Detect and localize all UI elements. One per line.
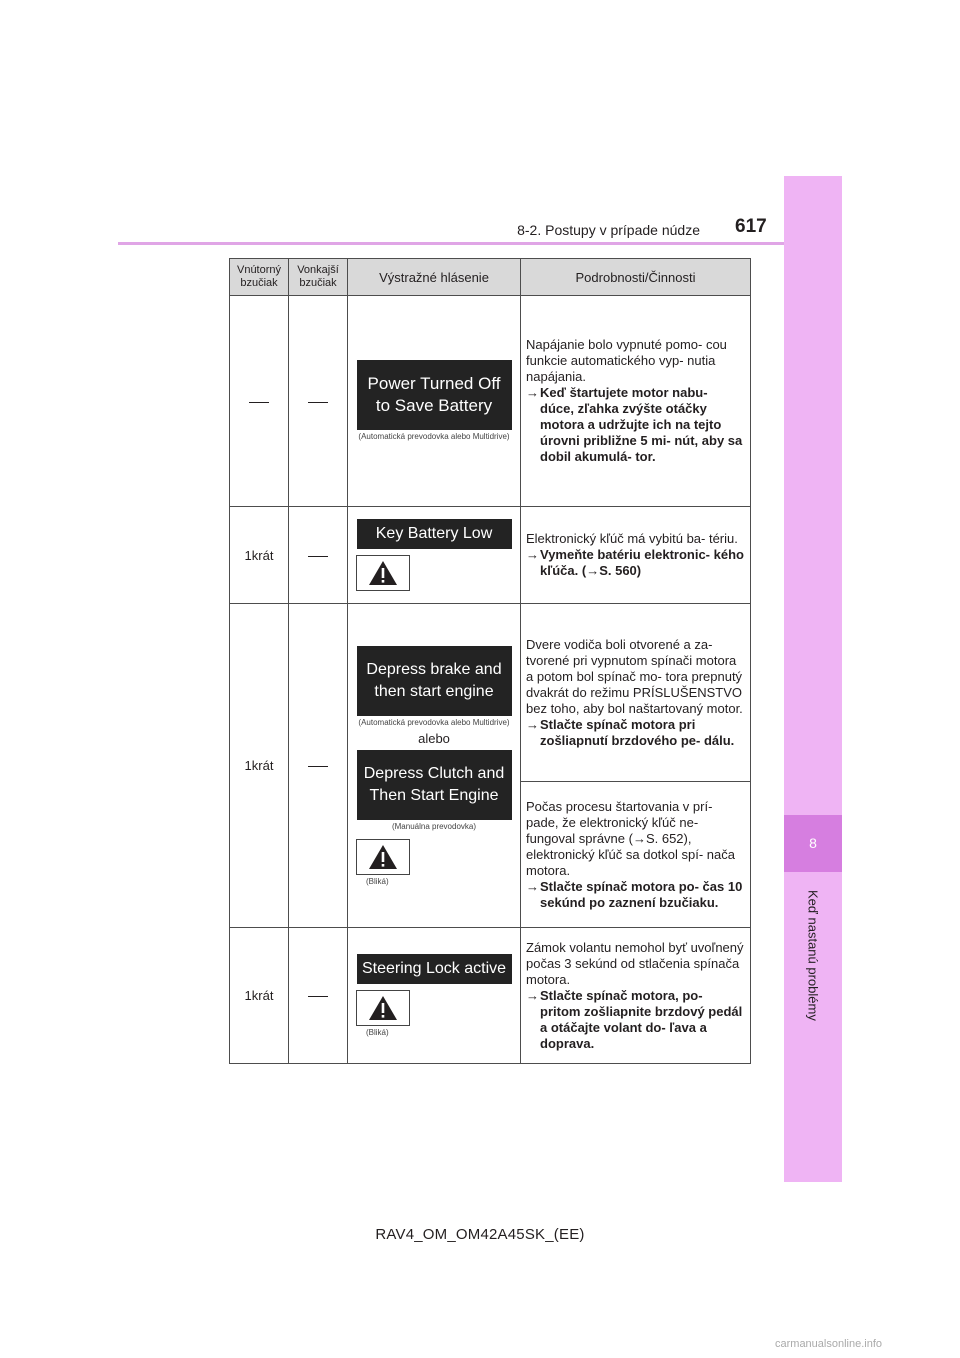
section-title: 8-2. Postupy v prípade núdze bbox=[517, 222, 700, 238]
chapter-side-tab bbox=[784, 176, 842, 1182]
action: → Stlačte spínač motora po- čas 10 sekúnd po zaznení bzučiaku. bbox=[526, 878, 743, 910]
dash bbox=[308, 556, 328, 557]
external-buzzer-cell bbox=[289, 928, 348, 1064]
internal-buzzer-cell: 1krát bbox=[230, 928, 289, 1064]
arrow-icon: → bbox=[526, 716, 539, 732]
warning-panel: Depress brake and then start engine bbox=[357, 646, 512, 716]
panel-caption: (Manuálna prevodovka) bbox=[391, 821, 477, 831]
table-row bbox=[230, 604, 751, 782]
page-number: 617 bbox=[735, 216, 767, 237]
description: Elektronický kľúč má vybitú ba- tériu. bbox=[526, 531, 738, 546]
warning-panel: Depress Clutch and Then Start Engine bbox=[357, 750, 512, 820]
action: → Keď štartujete motor nabu- dúce, zľahka zvýšte otáčky motora a udržujte ich na tejto úrovni približne 5 mi- nút, aby sa dobil akumulá- tor. bbox=[526, 385, 743, 464]
chapter-title: Keď nastanú problémy bbox=[805, 889, 821, 1021]
table-header-row bbox=[230, 259, 751, 296]
header-external-buzzer: Vonkajší bzučiak bbox=[289, 259, 348, 296]
description: Zámok volantu nemohol byť uvoľnený počas 3 sekúnd od stlačenia spínača motora. bbox=[526, 939, 744, 987]
exclamation-triangle-icon bbox=[356, 839, 410, 875]
action: → Vymeňte batériu elektronic- kého kľúča. (→S. 560) bbox=[526, 547, 744, 578]
header-internal-buzzer: Vnútorný bzučiak bbox=[230, 259, 289, 296]
arrow-icon: → bbox=[526, 878, 539, 894]
table-row bbox=[230, 928, 751, 1064]
exclamation-triangle-icon bbox=[356, 990, 410, 1026]
description: Počas procesu štartovania v prí- pade, že elektronický kľúč ne- fungoval správne (→S. 652), elektronický kľúč sa dotkol spí- nača motora. bbox=[526, 798, 735, 878]
internal-buzzer-cell: 1krát bbox=[230, 604, 289, 928]
arrow-icon: → bbox=[526, 385, 539, 400]
details-cell bbox=[521, 296, 751, 507]
header-warning-message: Výstražné hlásenie bbox=[348, 259, 521, 296]
message-cell bbox=[348, 296, 521, 507]
warning-table bbox=[229, 258, 751, 1064]
table-row bbox=[230, 296, 751, 507]
document-footer: RAV4_OM_OM42A45SK_(EE) bbox=[375, 1226, 585, 1243]
arrow-icon: → bbox=[526, 547, 539, 562]
details-cell bbox=[521, 507, 751, 604]
internal-buzzer-cell: 1krát bbox=[230, 507, 289, 604]
dash bbox=[249, 402, 269, 403]
external-buzzer-cell bbox=[289, 507, 348, 604]
description: Napájanie bolo vypnuté pomo- cou funkcie automatického vyp- nutia napájania. bbox=[526, 337, 727, 384]
details-cell bbox=[521, 604, 751, 782]
dash bbox=[308, 402, 328, 403]
panel-caption: (Automatická prevodovka alebo Multidrive) bbox=[358, 717, 510, 727]
or-label: alebo bbox=[418, 730, 450, 746]
message-cell bbox=[348, 604, 521, 928]
action: → Stlačte spínač motora, po- pritom zošliapnite brzdový pedál a otáčajte volant do- ľava a doprava. bbox=[526, 987, 743, 1051]
table-row bbox=[230, 507, 751, 604]
blink-caption: (Bliká) bbox=[366, 876, 389, 886]
external-buzzer-cell bbox=[289, 296, 348, 507]
warning-panel: Power Turned Off to Save Battery bbox=[357, 360, 512, 430]
header-rule bbox=[118, 242, 784, 245]
external-buzzer-cell bbox=[289, 604, 348, 928]
details-cell bbox=[521, 928, 751, 1064]
watermark[interactable]: carmanualsonline.info bbox=[775, 1338, 883, 1350]
arrow-icon: → bbox=[526, 987, 539, 1003]
dash bbox=[308, 766, 328, 767]
action: → Stlačte spínač motora pri zošliapnutí brzdového pe- dálu. bbox=[526, 716, 735, 748]
message-cell bbox=[348, 507, 521, 604]
header-details: Podrobnosti/Činnosti bbox=[521, 259, 751, 296]
internal-buzzer-cell bbox=[230, 296, 289, 507]
chapter-number: 8 bbox=[784, 815, 842, 872]
message-cell bbox=[348, 928, 521, 1064]
description: Dvere vodiča boli otvorené a za- tvorené pri vypnutom spínači motora a potom bol spínač mo- tora prepnutý dvakrát do režimu PRÍSLUŠENSTVO bez toho, aby bol naštartovaný motor. bbox=[526, 636, 743, 716]
panel-caption: (Automatická prevodovka alebo Multidrive) bbox=[358, 431, 510, 441]
details-cell bbox=[521, 782, 751, 928]
warning-panel: Steering Lock active bbox=[357, 954, 512, 984]
dash bbox=[308, 996, 328, 997]
blink-caption: (Bliká) bbox=[366, 1028, 389, 1037]
exclamation-triangle-icon bbox=[356, 555, 410, 591]
warning-panel: Key Battery Low bbox=[357, 519, 512, 549]
